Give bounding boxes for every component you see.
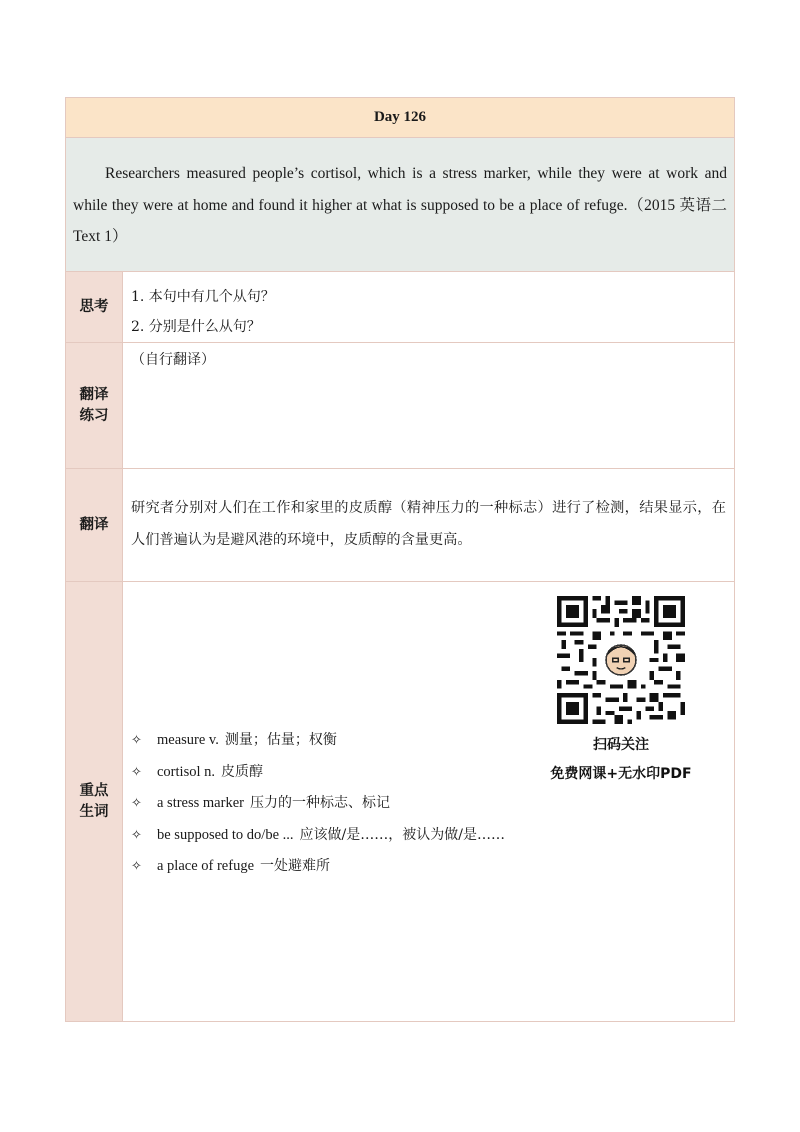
practice-label: 翻译练习 xyxy=(66,343,123,468)
vocab-label: 重点生词 xyxy=(66,582,123,1021)
vocab-item xyxy=(131,788,505,820)
think-label: 思考 xyxy=(66,272,123,342)
qr-caption-offer: 免费网课+无水印PDF xyxy=(550,766,692,782)
qr-code-icon xyxy=(557,596,685,724)
study-card xyxy=(65,97,735,1022)
vocab-term: a place of refuge xyxy=(157,858,255,874)
think-question: 1. 本句中有几个从句？ xyxy=(131,289,275,305)
vocab-term: be supposed to do/be ... xyxy=(157,826,294,843)
vocab-item xyxy=(131,851,505,883)
practice-row xyxy=(66,343,734,469)
vocab-term: a stress marker xyxy=(157,795,244,811)
think-question: 2. 分别是什么从句？ xyxy=(131,319,261,335)
practice-content xyxy=(123,343,734,468)
vocab-meaning: 一处避难所 xyxy=(260,858,331,874)
vocab-row xyxy=(66,582,734,1021)
vocab-meaning: 测量；估量；权衡 xyxy=(224,732,337,748)
vocab-item xyxy=(131,757,505,789)
vocab-content xyxy=(123,582,734,1021)
vocab-item xyxy=(131,820,505,852)
diamond-bullet-icon: ✧ xyxy=(131,733,142,748)
translation-content xyxy=(123,469,734,581)
think-content xyxy=(123,272,734,342)
vocab-meaning: 压力的一种标志、标记 xyxy=(249,795,390,811)
vocab-item xyxy=(131,725,505,757)
diamond-bullet-icon: ✧ xyxy=(131,764,142,780)
vocab-term: cortisol n. xyxy=(157,763,215,780)
source-sentence: Researchers measured people’s cortisol, which is a stress marker, while they were at work and while they were at home and found it higher at what is supposed to be a place of refuge.（2015 英语二 Text 1） xyxy=(66,138,734,272)
qr-caption-follow: 扫码关注 xyxy=(593,737,649,753)
think-row xyxy=(66,272,734,343)
qr-promo xyxy=(515,586,727,802)
translation-text: 研究者分别对人们在工作和家里的皮质醇（精神压力的一种标志）进行了检测，结果显示，在人们普遍认为是避风港的环境中，皮质醇的含量更高。 xyxy=(131,500,726,548)
practice-placeholder: （自行翻译） xyxy=(131,352,215,368)
vocab-list xyxy=(131,725,505,883)
translation-label: 翻译 xyxy=(66,469,123,581)
diamond-bullet-icon: ✧ xyxy=(131,796,142,811)
day-title: Day 126 xyxy=(66,98,734,138)
diamond-bullet-icon: ✧ xyxy=(131,827,142,843)
translation-row xyxy=(66,469,734,582)
diamond-bullet-icon: ✧ xyxy=(131,859,142,874)
vocab-meaning: 皮质醇 xyxy=(221,763,263,780)
vocab-term: measure v. xyxy=(157,732,219,748)
vocab-meaning: 应该做/是……，被认为做/是…… xyxy=(299,826,505,843)
